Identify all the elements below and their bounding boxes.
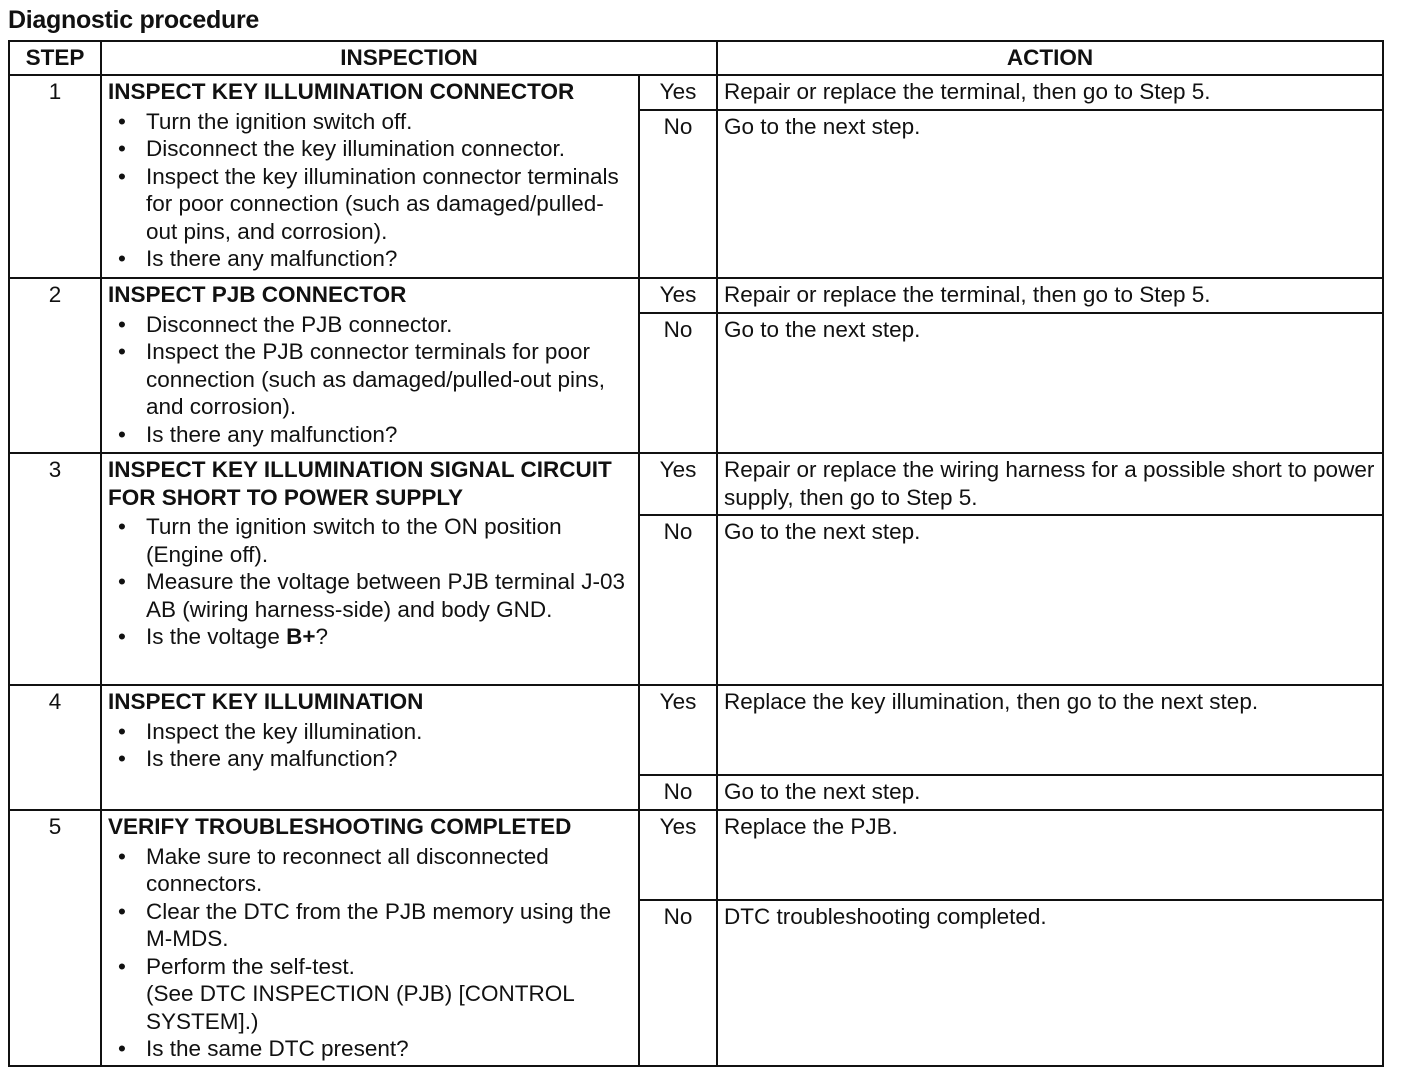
list-item: • Inspect the key illumination. [108,718,632,746]
no-action: Go to the next step. [717,110,1383,278]
header-row [9,41,1383,75]
table-row [9,685,1383,775]
list-item: • Disconnect the key illumination connector. [108,135,632,163]
no-action: Go to the next step. [717,775,1383,810]
inspection-heading: VERIFY TROUBLESHOOTING COMPLETED [108,814,572,839]
list-item: • Is the same DTC present? [108,1035,632,1063]
table-row [9,453,1383,515]
inspection-bullets [108,513,632,651]
table-row [9,75,1383,110]
inspection-heading: INSPECT KEY ILLUMINATION [108,689,424,714]
table-row [9,278,1383,313]
inspection-heading: INSPECT KEY ILLUMINATION SIGNAL CIRCUIT FOR SHORT TO POWER SUPPLY [108,457,612,510]
inspection-cell [101,75,639,278]
yes-label: Yes [639,810,717,900]
no-action: Go to the next step. [717,515,1383,685]
list-item: • Is there any malfunction? [108,745,632,773]
inspection-cell [101,278,639,453]
diagnostic-table [8,40,1384,1067]
step-number: 4 [9,685,101,810]
inspection-cell [101,453,639,685]
yes-action: Replace the PJB. [717,810,1383,900]
list-item: • Disconnect the PJB connector. [108,311,632,339]
table-row [9,810,1383,900]
page-title: Diagnostic procedure [8,6,259,34]
list-item: • Perform the self-test. (See DTC INSPECTION (PJB) [CONTROL SYSTEM].) [108,953,632,1036]
inspection-cell [101,810,639,1066]
no-action: Go to the next step. [717,313,1383,453]
inspection-bullets [108,311,632,449]
list-item: • Is there any malfunction? [108,421,632,449]
bullet-text: Is the voltage [146,624,287,649]
step-number: 2 [9,278,101,453]
list-item: • Turn the ignition switch to the ON position (Engine off). [108,513,632,568]
voltage-value: B+ [286,624,316,649]
inspection-heading: INSPECT KEY ILLUMINATION CONNECTOR [108,79,575,104]
header-inspection: INSPECTION [101,41,717,75]
header-step: STEP [9,41,101,75]
list-item: • Inspect the key illumination connector terminals for poor connection (such as damaged/pulled-out pins, and corrosion). [108,163,632,246]
inspection-bullets [108,108,632,273]
yes-action: Replace the key illumination, then go to the next step. [717,685,1383,775]
list-item: • Turn the ignition switch off. [108,108,632,136]
header-action: ACTION [717,41,1383,75]
no-label: No [639,313,717,453]
no-action: DTC troubleshooting completed. [717,900,1383,1066]
no-label: No [639,515,717,685]
step-number: 3 [9,453,101,685]
list-item: • Clear the DTC from the PJB memory using the M-MDS. [108,898,632,953]
step-number: 1 [9,75,101,278]
yes-action: Repair or replace the wiring harness for a possible short to power supply, then go to Step 5. [717,453,1383,515]
list-item: • Measure the voltage between PJB terminal J-03 AB (wiring harness-side) and body GND. [108,568,632,623]
list-item [108,623,632,651]
yes-label: Yes [639,75,717,110]
yes-action: Repair or replace the terminal, then go to Step 5. [717,75,1383,110]
yes-label: Yes [639,685,717,775]
inspection-bullets [108,718,632,773]
inspection-bullets [108,843,632,1063]
yes-label: Yes [639,453,717,515]
inspection-heading: INSPECT PJB CONNECTOR [108,282,407,307]
yes-label: Yes [639,278,717,313]
no-label: No [639,110,717,278]
bullet-text: ? [315,624,328,649]
no-label: No [639,900,717,1066]
inspection-cell [101,685,639,810]
yes-action: Repair or replace the terminal, then go to Step 5. [717,278,1383,313]
list-item: • Is there any malfunction? [108,245,632,273]
step-number: 5 [9,810,101,1066]
no-label: No [639,775,717,810]
list-item: • Inspect the PJB connector terminals for poor connection (such as damaged/pulled-out pins, and corrosion). [108,338,632,421]
list-item: • Make sure to reconnect all disconnected connectors. [108,843,632,898]
